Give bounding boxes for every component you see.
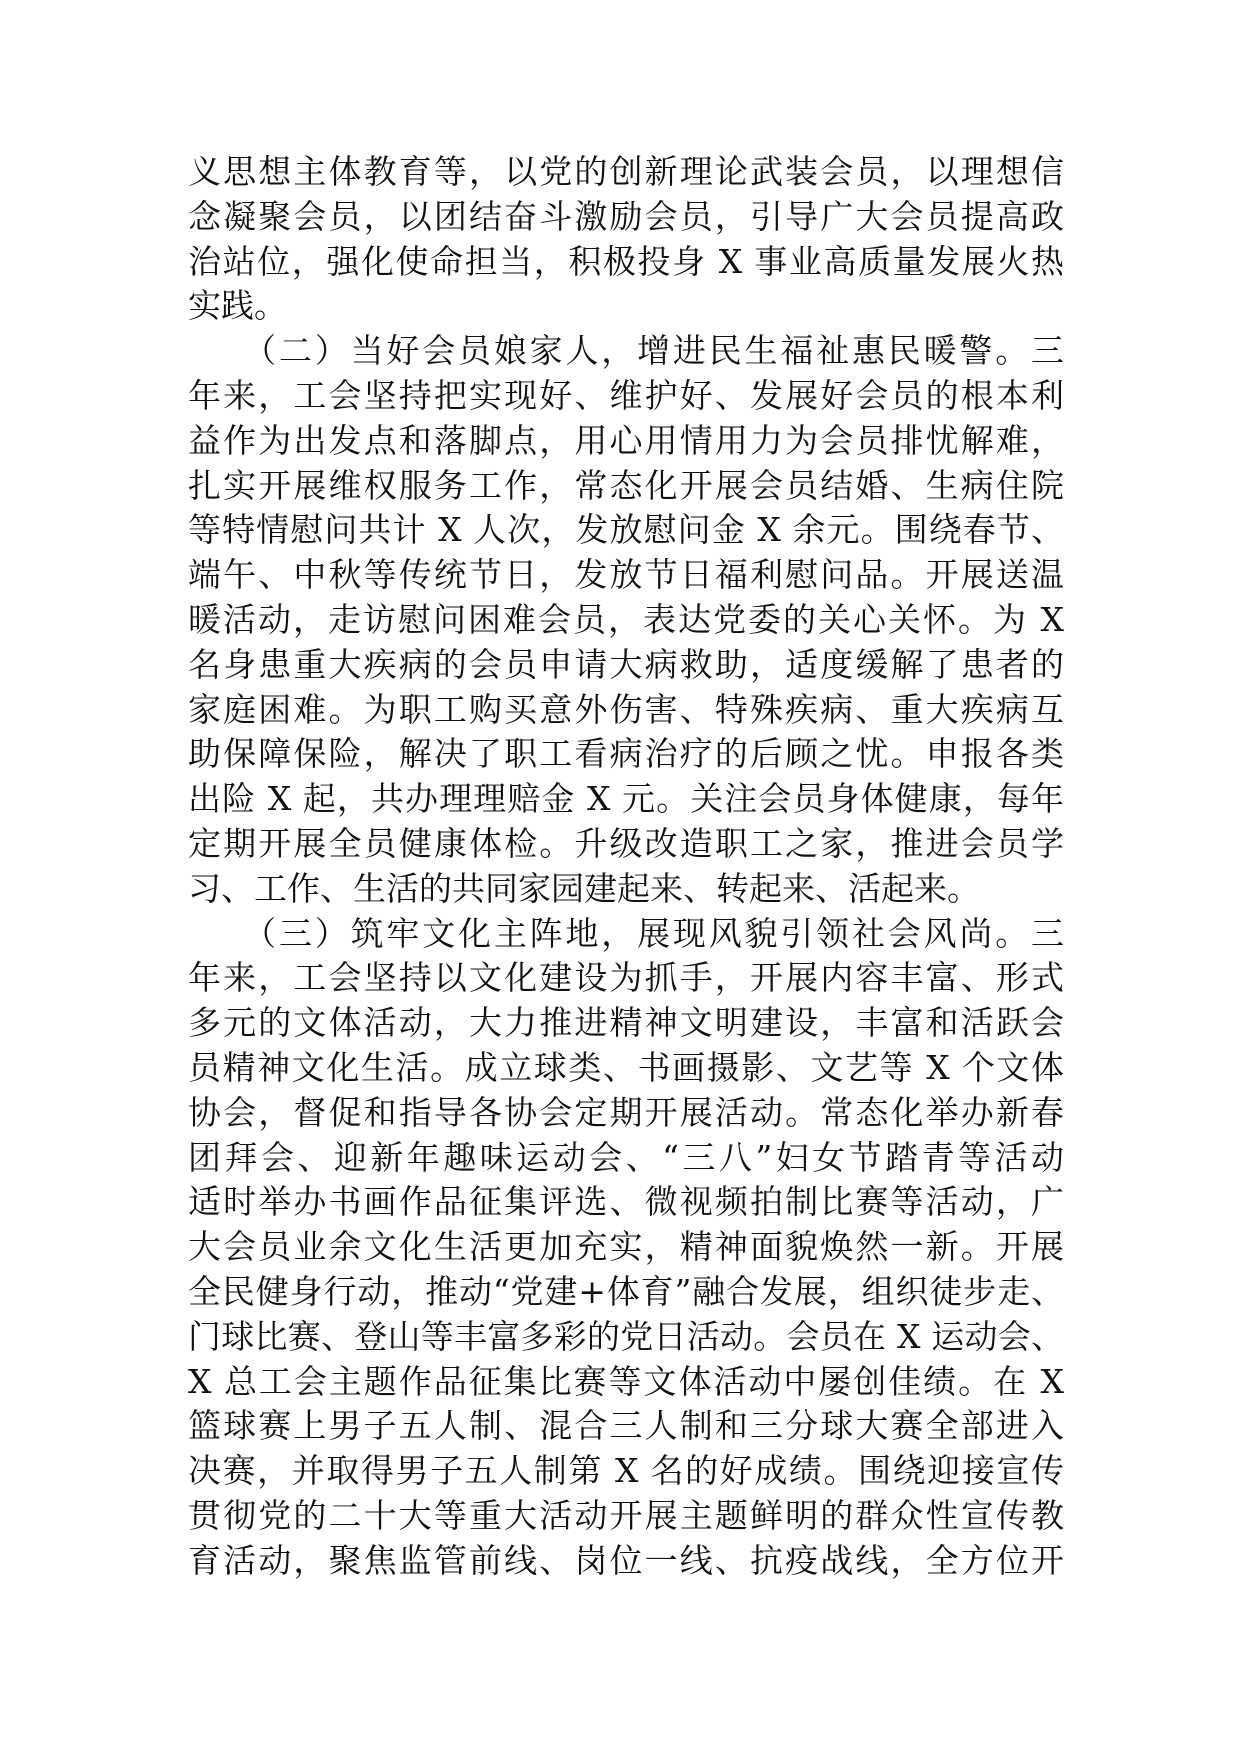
text-line: 出险 X 起，共办理理赔金 X 元。关注会员身体健康，每年 xyxy=(188,779,1064,819)
text-line: 年来，工会坚持以文化建设为抓手，开展内容丰富、形式 xyxy=(188,958,1064,998)
text-line: 决赛，并取得男子五人制第 X 名的好成绩。围绕迎接宣传 xyxy=(188,1451,1064,1491)
text-line: 团拜会、迎新年趣味运动会、“三八”妇女节踏青等活动 xyxy=(188,1137,1064,1177)
text-line: 适时举办书画作品征集评选、微视频拍制比赛等活动，广 xyxy=(188,1182,1064,1222)
text-line: 贯彻党的二十大等重大活动开展主题鲜明的群众性宣传教 xyxy=(188,1495,1064,1535)
text-line: 篮球赛上男子五人制、混合三人制和三分球大赛全部进入 xyxy=(188,1406,1064,1446)
text-line: 助保障保险，解决了职工看病治疗的后顾之忧。申报各类 xyxy=(188,734,1064,774)
text-line: 年来，工会坚持把实现好、维护好、发展好会员的根本利 xyxy=(188,375,1064,415)
section-heading-line: （三）筑牢文化主阵地，展现风貌引领社会风尚。三 xyxy=(188,913,1064,953)
text-line: 多元的文体活动，大力推进精神文明建设，丰富和活跃会 xyxy=(188,1003,1064,1043)
text-line: 名身患重大疾病的会员申请大病救助，适度缓解了患者的 xyxy=(188,644,1064,684)
text-line: 习、工作、生活的共同家园建起来、转起来、活起来。 xyxy=(188,868,980,908)
text-line: 治站位，强化使命担当，积极投身 X 事业高质量发展火热 xyxy=(188,241,1064,281)
body-text xyxy=(188,150,1064,1584)
text-line: 大会员业余文化生活更加充实，精神面貌焕然一新。开展 xyxy=(188,1227,1064,1267)
text-line: 念凝聚会员，以团结奋斗激励会员，引导广大会员提高政 xyxy=(188,196,1064,236)
text-line: 扎实开展维权服务工作，常态化开展会员结婚、生病住院 xyxy=(188,465,1064,505)
text-line: 暖活动，走访慰问困难会员，表达党委的关心关怀。为 X xyxy=(188,599,1064,639)
section-heading-line: （二）当好会员娘家人，增进民生福祉惠民暖警。三 xyxy=(188,331,1064,371)
text-line: 育活动，聚焦监管前线、岗位一线、抗疫战线，全方位开 xyxy=(188,1540,1064,1580)
text-line: 实践。 xyxy=(188,286,287,326)
text-line: 义思想主体教育等，以党的创新理论武装会员，以理想信 xyxy=(188,152,1064,191)
text-line: 协会，督促和指导各协会定期开展活动。常态化举办新春 xyxy=(188,1092,1064,1132)
text-line: 员精神文化生活。成立球类、书画摄影、文艺等 X 个文体 xyxy=(188,1047,1064,1087)
text-line: 定期开展全员健康体检。升级改造职工之家，推进会员学 xyxy=(188,823,1064,863)
text-line: 门球比赛、登山等丰富多彩的党日活动。会员在 X 运动会、 xyxy=(188,1316,1064,1356)
text-line: X 总工会主题作品征集比赛等文体活动中屡创佳绩。在 X xyxy=(188,1361,1064,1401)
text-line: 全民健身行动，推动“党建+体育”融合发展，组织徒步走、 xyxy=(188,1271,1064,1311)
text-line: 家庭困难。为职工购买意外伤害、特殊疾病、重大疾病互 xyxy=(188,689,1064,729)
text-line: 等特情慰问共计 X 人次，发放慰问金 X 余元。围绕春节、 xyxy=(188,510,1064,550)
text-line: 益作为出发点和落脚点，用心用情用力为会员排忧解难， xyxy=(188,420,1064,460)
text-line: 端午、中秋等传统节日，发放节日福利慰问品。开展送温 xyxy=(188,555,1064,595)
